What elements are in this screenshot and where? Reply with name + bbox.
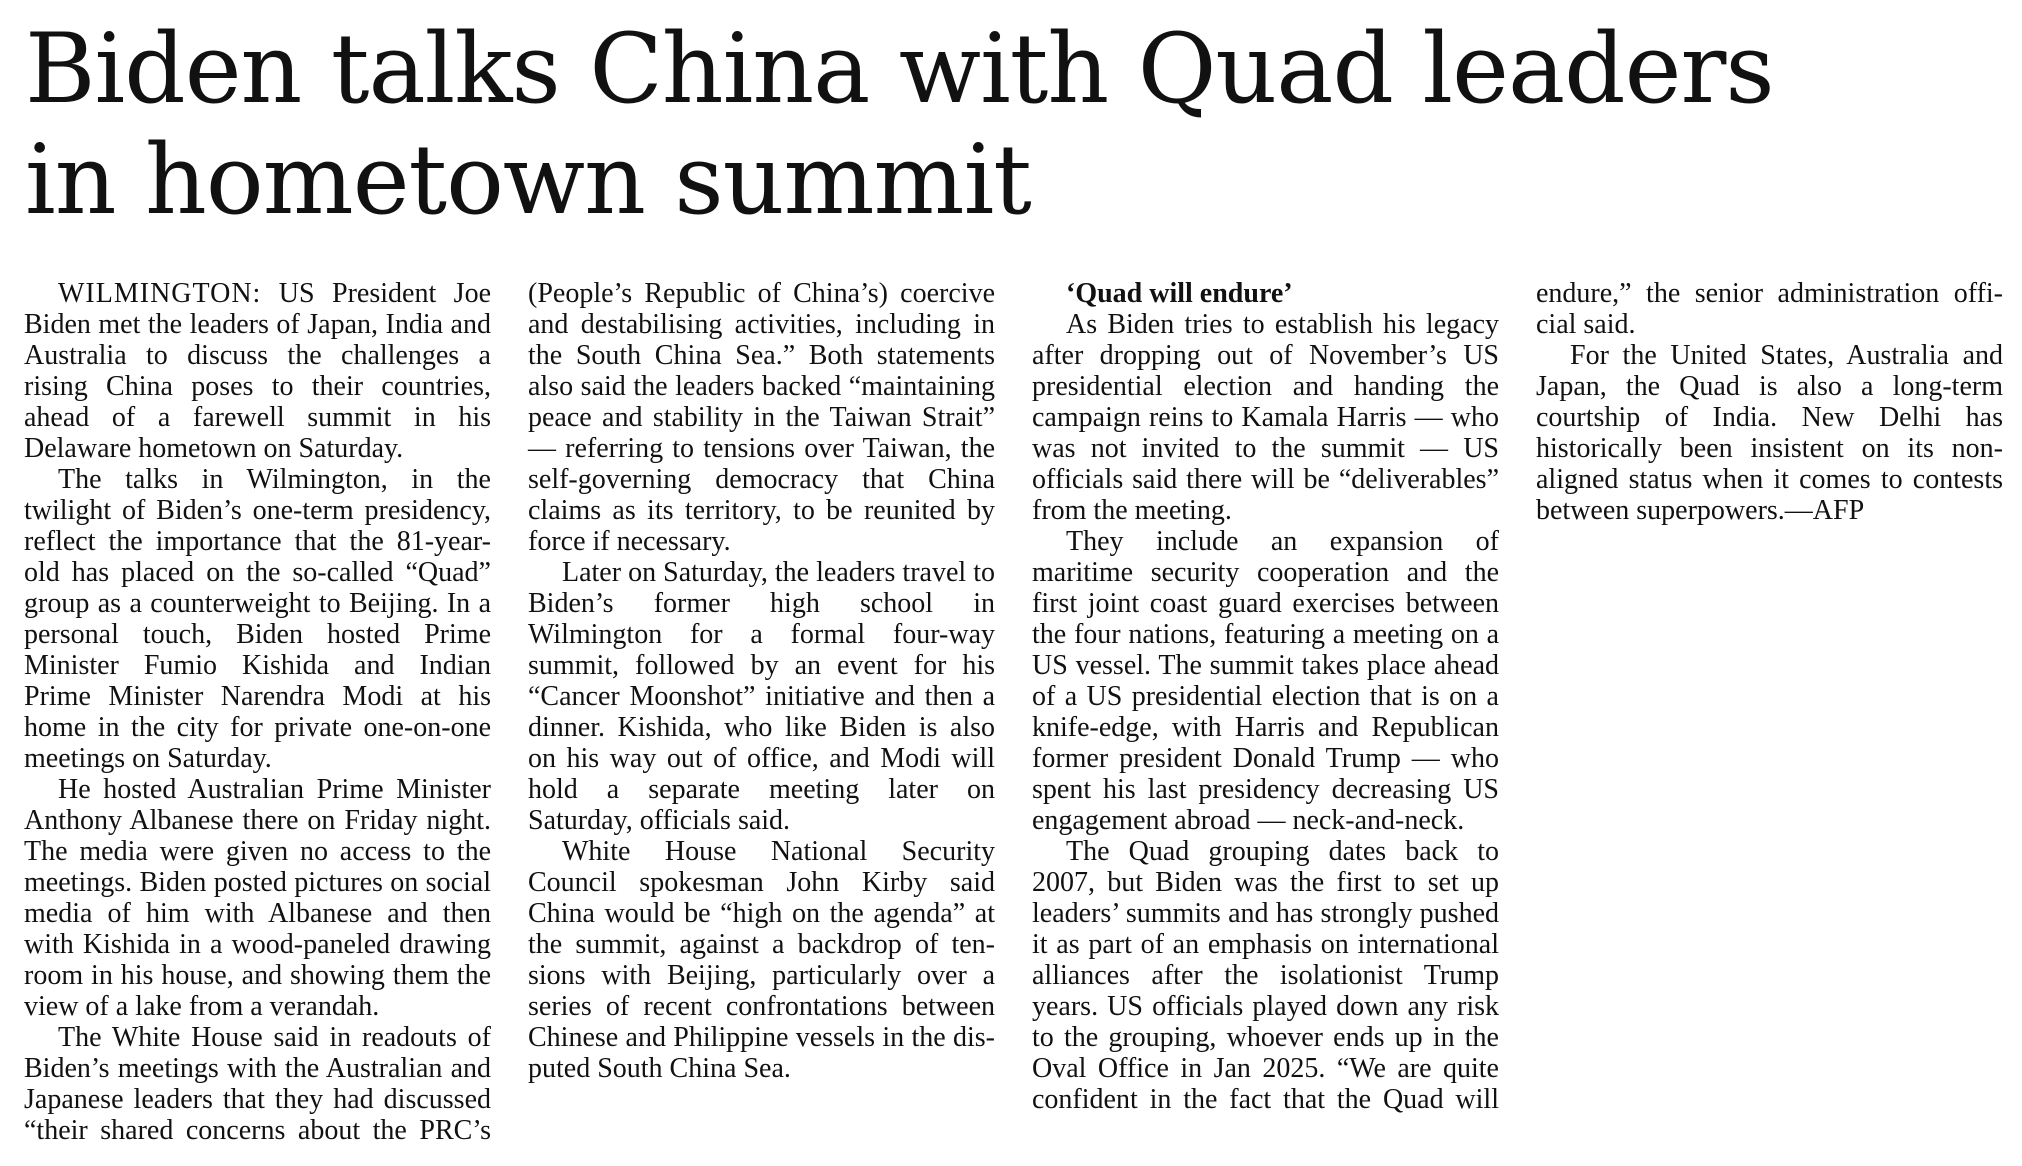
paragraph-10: For the United States, Australia and Japan, the Quad is also a long-term courtship of India. New Delhi has historically been insistent on its non-aligned status when it comes to contests between superpowers.—AFP (1536, 340, 2003, 526)
paragraph-4: The White House said in readouts of Biden’s meetings with the Australian and Japanese leaders that they had discussed “their shared concerns about the PRC’s (People’s Republic of China’s) coercive and destabilising activities, including in the South China Sea.” Both statements also said the leaders backed “maintaining peace and stability in the Taiwan Strait” — referring to tensions over Taiwan, the self-governing democracy that China claims as its territory, to be reunited by force if necessary. (24, 278, 995, 1146)
paragraph-1 (24, 278, 491, 464)
paragraph-3: He hosted Australian Prime Minister Anthony Albanese there on Friday night. The media were given no access to the meetings. Biden posted pictures on social media of him with Albanese and then with Kishida in a wood-paneled drawing room in his house, and showing them the view of a lake from a verandah. (24, 774, 491, 1022)
headline-line-2: in hometown summit (25, 124, 1031, 236)
paragraph-1-text: US President Joe Biden met the leaders of Japan, India and Australia to discuss the challenges a rising China poses to their countries, ahead of a farewell summit in his Delaware hometown on Saturday. (24, 278, 492, 464)
paragraph-9: The Quad grouping dates back to 2007, but Biden was the first to set up leaders’ summits and has strongly pushed it as part of an emphasis on international alliances after the isolationist Trump years. US officials played down any risk to the grouping, whoever ends up in the Oval Office in Jan 2025. “We are quite confident in the fact that the Quad will endure,” the senior administration official said. (1032, 278, 2003, 1115)
article-body (24, 278, 2003, 1164)
paragraph-6: White House National Security Council spokesman John Kirby said China would be “high on the agenda” at the summit, against a backdrop of tensions with Beijing, particularly over a series of recent confrontations between Chinese and Philippine vessels in the disputed South China Sea. (528, 836, 995, 1084)
paragraph-5: Later on Saturday, the leaders travel to Biden’s former high school in Wilmington for a formal four-way summit, followed by an event for his “Cancer Moonshot” initiative and then a dinner. Kishida, who like Biden is also on his way out of office, and Modi will hold a separate meeting later on Saturday, officials said. (528, 557, 995, 836)
headline (25, 14, 2005, 236)
subheading: ‘Quad will endure’ (1066, 278, 1293, 309)
headline-line-1: Biden talks China with Quad leaders (25, 13, 1774, 125)
paragraph-8: They include an expansion of maritime security cooperation and the first joint coast guard exercises between the four nations, featuring a meeting on a US vessel. The summit takes place ahead of a US presidential election that is on a knife-edge, with Harris and Republican former president Donald Trump — who spent his last presidency decreasing US engagement abroad — neck-and-neck. (1032, 526, 1499, 836)
paragraph-7: As Biden tries to establish his legacy after dropping out of November’s US presidential election and handing the campaign reins to Kamala Harris — who was not invited to the summit — US officials said there will be “deliverables” from the meeting. (1032, 309, 1499, 526)
dateline: WILMINGTON: (58, 278, 262, 309)
paragraph-2: The talks in Wilmington, in the twilight of Biden’s one-term presidency, reflect the importance that the 81-year-old has placed on the so-called “Quad” group as a counterweight to Beijing. In a personal touch, Biden hosted Prime Minister Fumio Kishida and Indian Prime Minister Narendra Modi at his home in the city for private one-on-one meetings on Saturday. (24, 464, 491, 774)
